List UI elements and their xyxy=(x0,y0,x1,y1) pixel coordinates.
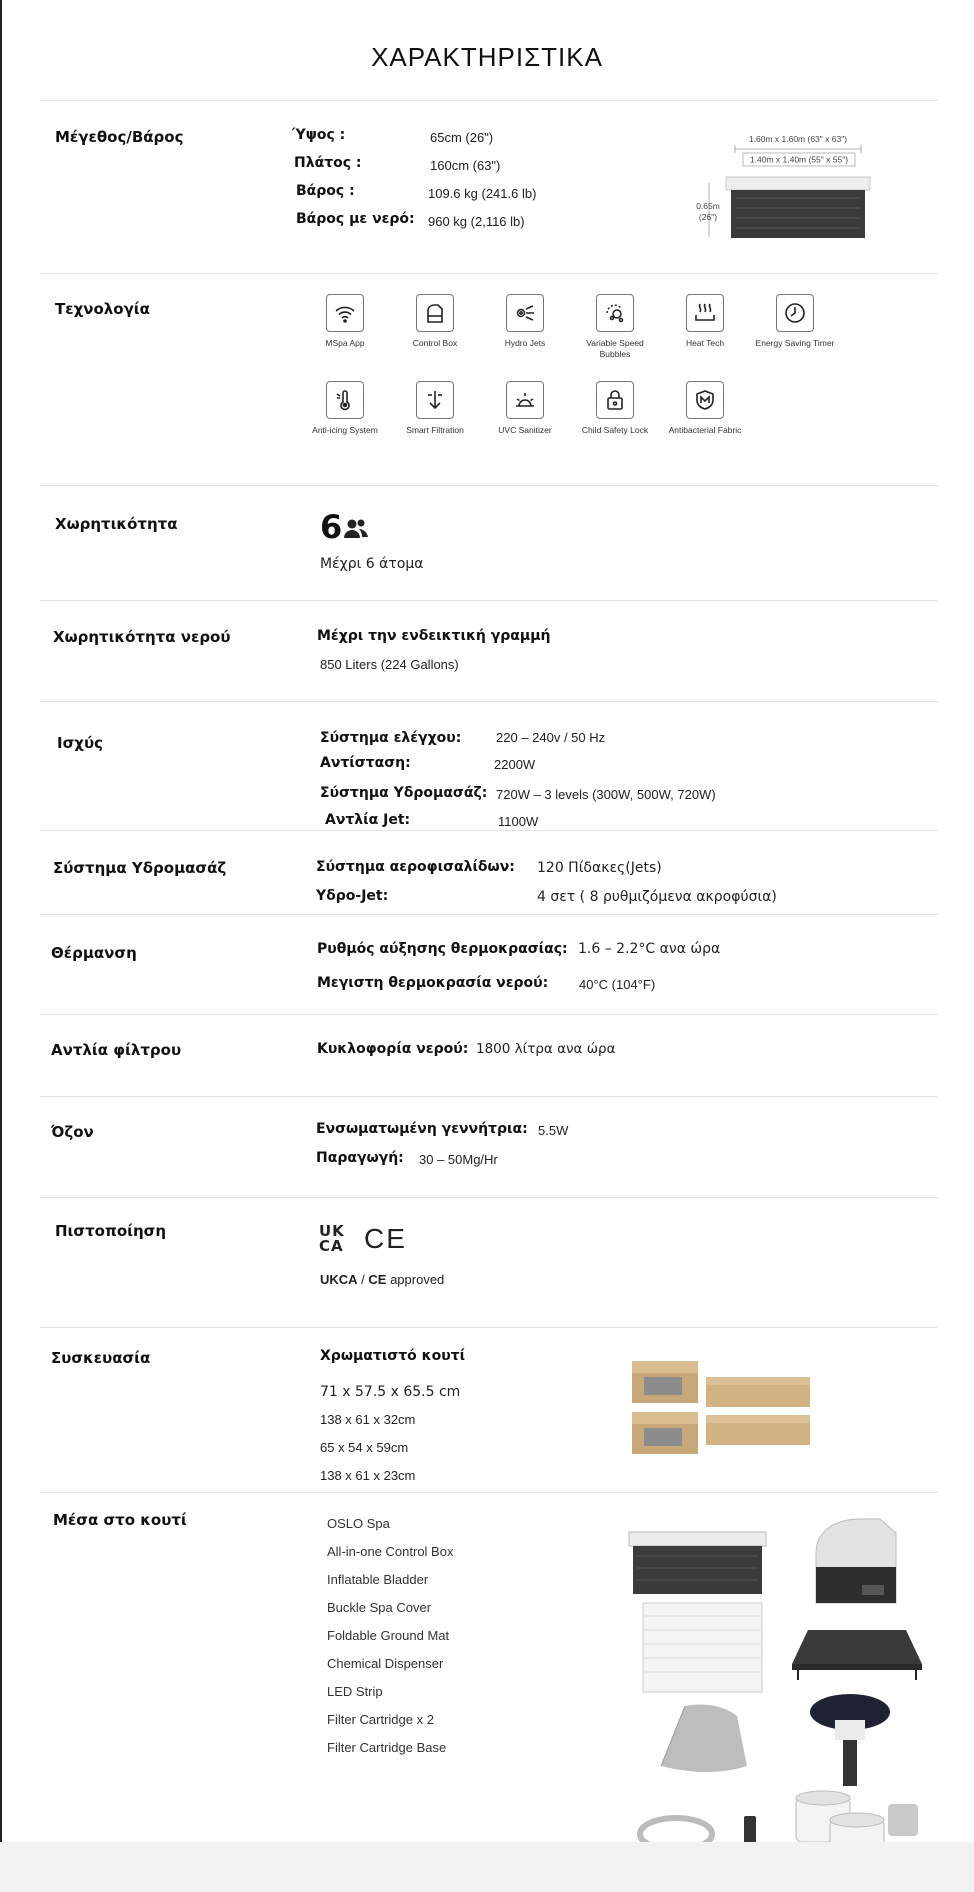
feature-label: Child Safety Lock xyxy=(581,425,649,435)
feature-uvc-sanitizer xyxy=(483,381,567,436)
diagram-inner-label: 1.40m x 1.40m (55" x 55") xyxy=(749,154,849,165)
spa-dimension-diagram xyxy=(688,130,888,245)
feature-variable-speed-bubbles xyxy=(573,294,657,360)
feature-heat-tech xyxy=(663,294,747,349)
package-dimension: 65 x 54 x 59cm xyxy=(320,1440,409,1455)
cert-slash: / xyxy=(357,1272,369,1287)
ce-logo: CE xyxy=(364,1223,407,1254)
spa-cover-image xyxy=(640,1600,765,1695)
in-box-item: Inflatable Bladder xyxy=(327,1572,429,1587)
feature-anti-icing xyxy=(303,381,387,436)
ground-mat-image xyxy=(788,1622,926,1684)
air-bubbles-key: Σύστημα αεροφισαλίδων: xyxy=(316,859,515,875)
section-label-capacity: Χωρητικότητα xyxy=(55,515,178,533)
ukca-logo xyxy=(319,1224,345,1254)
feature-label: Antibacterial Fabric xyxy=(668,425,742,435)
in-box-item: OSLO Spa xyxy=(327,1516,390,1531)
shield-icon xyxy=(693,388,717,412)
output-value: 30 – 50Mg/Hr xyxy=(419,1152,498,1167)
section-label-power: Ισχύς xyxy=(57,734,103,752)
feature-energy-saving-timer xyxy=(753,294,837,349)
feature-label: UVC Sanitizer xyxy=(498,425,552,435)
height-value: 65cm (26") xyxy=(430,130,494,145)
section-label-certification: Πιστοποίηση xyxy=(55,1222,167,1240)
water-weight-key: Βάρος με νερό: xyxy=(296,211,415,227)
capacity-number: 6 xyxy=(320,508,343,546)
feature-label: Anti-icing System xyxy=(312,425,378,435)
divider xyxy=(40,600,938,601)
control-system-key: Σύστημα ελέγχου: xyxy=(320,730,462,746)
section-label-water-capacity: Χωρητικότητα νερού xyxy=(53,628,231,646)
in-box-item: Filter Cartridge x 2 xyxy=(327,1712,434,1727)
control-system-value: 220 – 240v / 50 Hz xyxy=(496,730,606,745)
weight-key: Βάρος : xyxy=(296,183,355,199)
approved-text: approved xyxy=(386,1272,445,1287)
generator-key: Ενσωματωμένη γεννήτρια: xyxy=(316,1121,528,1137)
feature-label: Heat Tech xyxy=(685,338,725,348)
heating-rate-key: Ρυθμός αύξησης θερμοκρασίας: xyxy=(317,941,568,957)
hydro-jet-key: Υδρο-Jet: xyxy=(316,888,389,904)
feature-label: Control Box xyxy=(412,338,458,348)
page-title: ΧΑΡΑΚΤΗΡΙΣΤΙΚΑ xyxy=(371,42,603,72)
footer-area xyxy=(0,1842,974,1892)
water-weight-value: 960 kg (2,116 lb) xyxy=(428,214,525,229)
water-volume-value: 850 Liters (224 Gallons) xyxy=(320,657,459,672)
in-box-item: LED Strip xyxy=(327,1684,383,1699)
divider xyxy=(40,701,938,702)
ukca-text: UKCA xyxy=(320,1272,358,1287)
feature-antibacterial-fabric xyxy=(663,381,747,436)
water-circulation-value: 1800 λίτρα ανα ώρα xyxy=(476,1041,616,1057)
ukca-logo-top: UK xyxy=(319,1222,345,1240)
in-box-item: All-in-one Control Box xyxy=(327,1544,454,1559)
people-icon xyxy=(342,517,370,539)
capacity-text: Μέχρι 6 άτομα xyxy=(320,556,424,572)
clock-icon xyxy=(783,301,807,325)
heating-rate-value: 1.6 – 2.2°C ανα ώρα xyxy=(578,941,721,957)
feature-hydro-jets xyxy=(483,294,567,349)
thermometer-icon xyxy=(333,388,357,412)
width-key: Πλάτος : xyxy=(294,155,362,171)
diagram-outer-label: 1.60m x 1.60m (63" x 63") xyxy=(748,134,848,144)
hydro-jets-icon xyxy=(513,301,537,325)
section-label-in-box: Μέσα στο κουτί xyxy=(53,1511,187,1529)
package-dimension: 71 x 57.5 x 65.5 cm xyxy=(320,1384,461,1400)
ukca-logo-bottom: CA xyxy=(319,1237,344,1255)
feature-control-box xyxy=(393,294,477,349)
jet-pump-value: 1100W xyxy=(498,814,539,829)
section-label-size: Μέγεθος/Βάρος xyxy=(55,128,184,146)
wifi-icon xyxy=(333,301,357,325)
divider xyxy=(40,1327,938,1328)
chemical-dispenser-image xyxy=(805,1690,895,1790)
bubbles-icon xyxy=(603,301,627,325)
divider xyxy=(40,100,938,101)
max-temp-key: Μεγιστη θερμοκρασία νερού: xyxy=(317,975,549,991)
jet-pump-key: Αντλία Jet: xyxy=(325,812,411,828)
ce-text: CE xyxy=(368,1272,387,1287)
feature-smart-filtration xyxy=(393,381,477,436)
control-box-image xyxy=(808,1515,903,1607)
feature-label: Smart Filtration xyxy=(406,425,464,435)
height-key: Ύψος : xyxy=(292,127,346,143)
section-label-ozone: Όζον xyxy=(51,1123,94,1141)
divider xyxy=(40,273,938,274)
feature-mspa-app xyxy=(303,294,387,349)
weight-value: 109.6 kg (241.6 lb) xyxy=(428,186,537,201)
lock-icon xyxy=(603,388,627,412)
page-left-border xyxy=(0,0,2,1842)
divider xyxy=(40,485,938,486)
section-label-packaging: Συσκευασία xyxy=(51,1349,151,1367)
output-key: Παραγωγή: xyxy=(316,1150,404,1166)
water-line-key: Μέχρι την ενδεικτική γραμμή xyxy=(317,628,551,644)
hydro-jet-value: 4 σετ ( 8 ρυθμιζόμενα ακροφύσια) xyxy=(537,889,777,905)
divider xyxy=(40,1096,938,1097)
filtration-icon xyxy=(423,388,447,412)
packaging-boxes-image xyxy=(628,1355,818,1460)
section-label-heating: Θέρμανση xyxy=(51,944,137,962)
feature-label: Energy Saving Timer xyxy=(755,338,835,348)
heat-icon xyxy=(693,301,717,325)
in-box-item: Foldable Ground Mat xyxy=(327,1628,450,1643)
certification-text xyxy=(320,1272,444,1287)
max-temp-value: 40°C (104°F) xyxy=(579,977,656,992)
feature-child-safety-lock xyxy=(573,381,657,436)
in-box-item: Filter Cartridge Base xyxy=(327,1740,447,1755)
heater-value: 2200W xyxy=(494,757,536,772)
control-box-icon xyxy=(423,301,447,325)
diagram-height-label: 0.65m xyxy=(696,201,720,211)
divider xyxy=(40,830,938,831)
section-label-technology: Τεχνολογία xyxy=(55,300,150,318)
package-dimension: 138 x 61 x 23cm xyxy=(320,1468,416,1483)
section-label-massage: Σύστημα Υδρομασάζ xyxy=(53,859,227,877)
generator-value: 5.5W xyxy=(538,1123,569,1138)
divider xyxy=(40,1014,938,1015)
feature-label: Variable Speed Bubbles xyxy=(586,338,644,359)
massage-system-key: Σύστημα Υδρομασάζ: xyxy=(320,785,488,801)
in-box-item: Buckle Spa Cover xyxy=(327,1600,432,1615)
color-box-title: Χρωματιστό κουτί xyxy=(320,1348,466,1364)
spa-tub-image xyxy=(625,1528,770,1598)
width-value: 160cm (63") xyxy=(430,158,501,173)
water-circulation-key: Κυκλοφορία νερού: xyxy=(317,1041,469,1057)
section-label-filter-pump: Αντλία φίλτρου xyxy=(51,1041,182,1059)
feature-label: Hydro Jets xyxy=(504,338,546,348)
in-box-item: Chemical Dispenser xyxy=(327,1656,444,1671)
divider xyxy=(40,1197,938,1198)
air-bubbles-value: 120 Πίδακες(Jets) xyxy=(537,860,662,876)
feature-label: MSpa App xyxy=(325,338,365,348)
massage-system-value: 720W – 3 levels (300W, 500W, 720W) xyxy=(496,787,716,802)
diagram-height-in-label: (26") xyxy=(698,212,718,222)
divider xyxy=(40,914,938,915)
heater-key: Αντίσταση: xyxy=(320,755,411,771)
divider xyxy=(40,1492,938,1493)
bladder-image xyxy=(655,1700,755,1775)
sun-icon xyxy=(513,388,537,412)
package-dimension: 138 x 61 x 32cm xyxy=(320,1412,416,1427)
